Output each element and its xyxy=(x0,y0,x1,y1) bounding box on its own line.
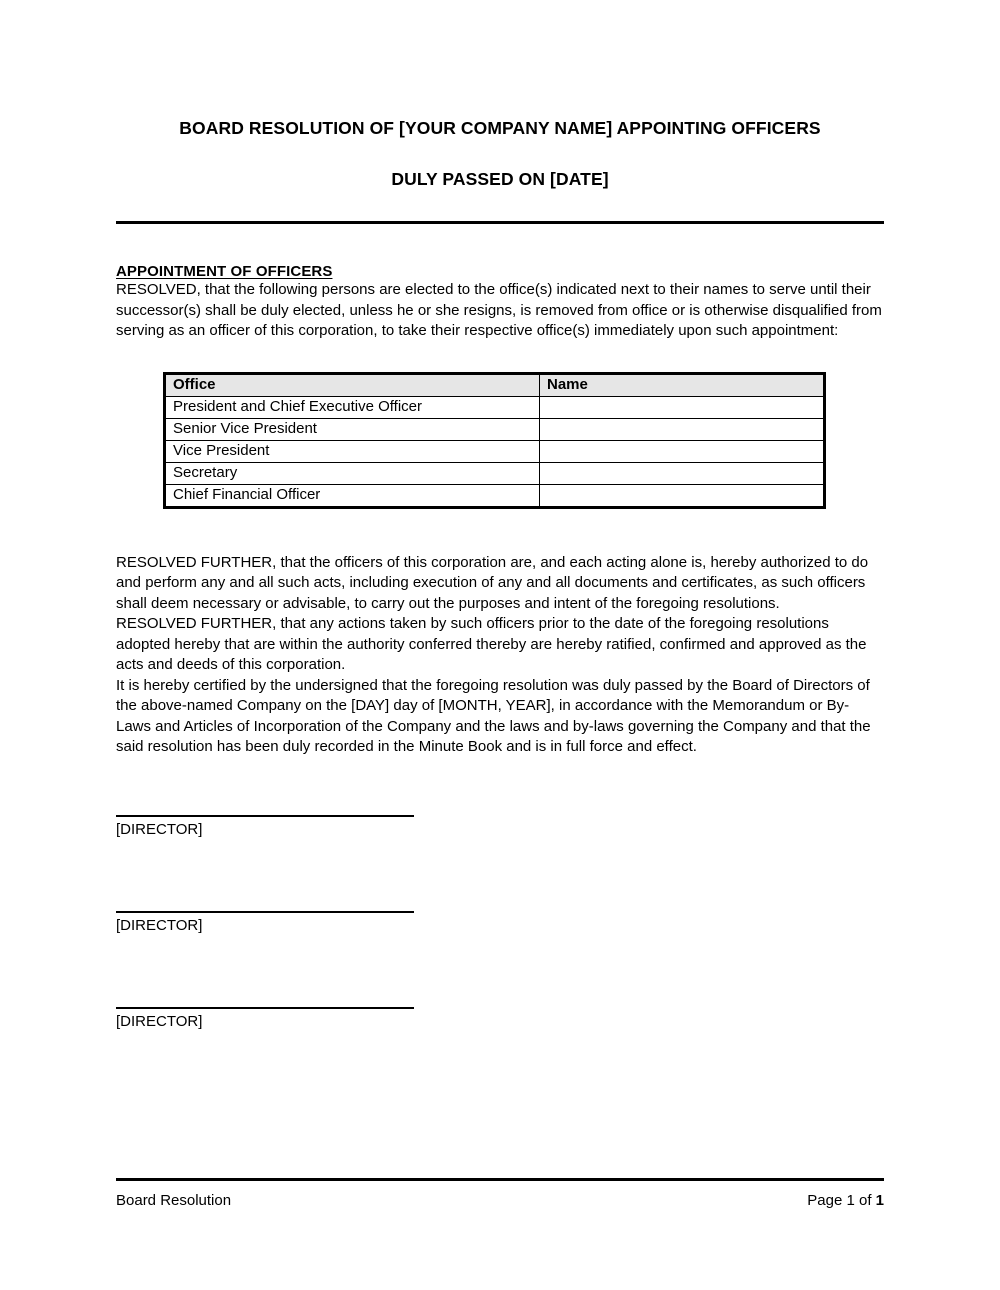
footer-row xyxy=(116,1191,884,1210)
table-row xyxy=(165,462,825,484)
footer-page-indicator xyxy=(807,1191,884,1210)
cell-office: President and Chief Executive Officer xyxy=(165,396,540,418)
document-body xyxy=(116,0,884,1031)
title-divider xyxy=(116,221,884,224)
signature-line[interactable] xyxy=(116,815,414,817)
paragraph-resolved-further-2: RESOLVED FURTHER, that any actions taken by such officers prior to the date of the foregoing resolutions adopted hereby that are within the authority conferred thereby are hereby ratified, confirmed and approved as the acts and deeds of this corporation. xyxy=(116,615,867,673)
signature-block xyxy=(116,911,884,935)
cell-name[interactable] xyxy=(540,396,825,418)
footer-document-name: Board Resolution xyxy=(116,1192,232,1209)
signature-line[interactable] xyxy=(116,1007,414,1009)
cell-name[interactable] xyxy=(540,418,825,440)
signature-block xyxy=(116,815,884,839)
officer-table-container xyxy=(163,372,823,509)
cell-name[interactable] xyxy=(540,462,825,484)
signature-line[interactable] xyxy=(116,911,414,913)
signature-block xyxy=(116,1007,884,1031)
paragraph-certification: It is hereby certified by the undersigned that the foregoing resolution was duly passed by the Board of Directors of the above-named Company on the [DAY] day of [MONTH, YEAR], in accordance with the Memorandum or By-Laws and Articles of Incorporation of the Company and the laws and by-laws governing the Company and that the said resolution has been duly recorded in the Minute Book and is in full force and effect. xyxy=(116,676,871,755)
signature-label-director: [DIRECTOR] xyxy=(116,916,203,934)
cell-office: Vice President xyxy=(165,440,540,462)
cell-name[interactable] xyxy=(540,440,825,462)
cell-office: Chief Financial Officer xyxy=(165,484,540,507)
footer-page-prefix: Page 1 of xyxy=(807,1192,876,1209)
paragraph-resolved-further-1: RESOLVED FURTHER, that the officers of this corporation are, and each acting alone is, hereby authorized to do and perform any and all such acts, including execution of any and all documents and certificates, as such officers shall deem necessary or advisable, to carry out the purposes and intent of the foregoing resolutions. xyxy=(116,553,869,612)
signature-label-director: [DIRECTOR] xyxy=(116,820,203,838)
officer-table xyxy=(163,372,826,509)
page-title-line-1: BOARD RESOLUTION OF [YOUR COMPANY NAME] APPOINTING OFFICERS xyxy=(179,118,821,138)
signature-section xyxy=(116,815,884,1031)
footer-page-number: 1 xyxy=(875,1192,884,1209)
cell-office: Senior Vice President xyxy=(165,418,540,440)
cell-name[interactable] xyxy=(540,484,825,507)
table-row xyxy=(165,396,825,418)
officer-table-header xyxy=(165,373,825,396)
table-row xyxy=(165,418,825,440)
page-footer xyxy=(116,1178,884,1210)
column-header-name: Name xyxy=(540,373,825,396)
officer-table-body xyxy=(165,396,825,507)
table-row xyxy=(165,440,825,462)
table-header-row xyxy=(165,373,825,396)
paragraph-resolved-intro: RESOLVED, that the following persons are elected to the office(s) indicated next to their names to serve until their successor(s) shall be duly elected, unless he or she resigns, is removed from office or is otherwise disqualified from serving as an officer of this corporation, to take their respective office(s) immediately upon such appointment: xyxy=(116,281,882,339)
section-heading-appointment-of-officers: APPOINTMENT OF OFFICERS xyxy=(116,263,333,280)
table-row xyxy=(165,484,825,507)
signature-label-director: [DIRECTOR] xyxy=(116,1012,203,1030)
footer-divider xyxy=(116,1178,884,1181)
cell-office: Secretary xyxy=(165,462,540,484)
column-header-office: Office xyxy=(165,373,540,396)
page-title-line-2: DULY PASSED ON [DATE] xyxy=(391,169,609,189)
